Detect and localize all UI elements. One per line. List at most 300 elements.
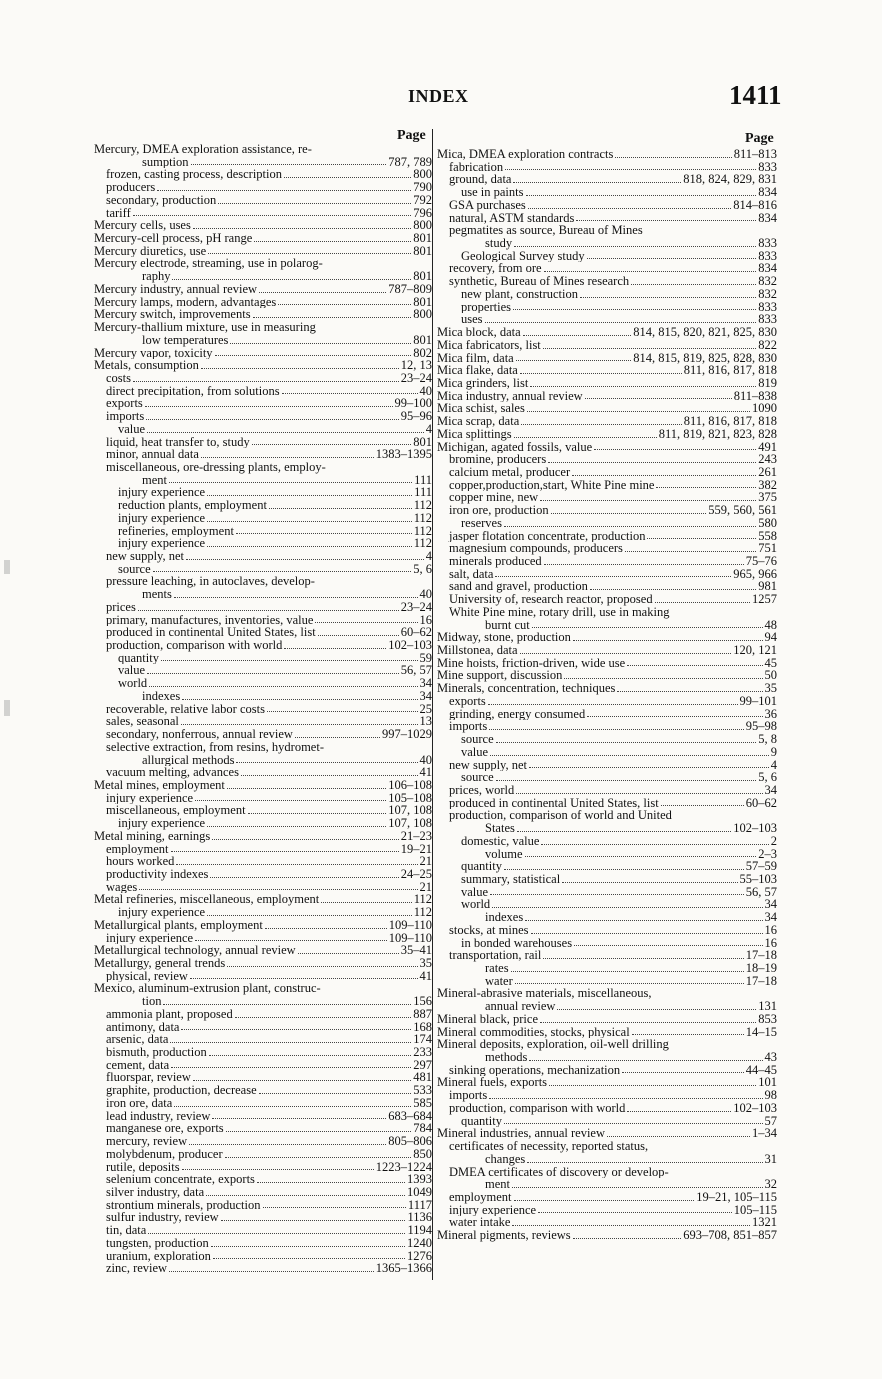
index-term: Mexico, aluminum-extrusion plant, construc- xyxy=(94,982,321,996)
page-reference: 168 xyxy=(413,1020,432,1034)
page-reference: 796 xyxy=(413,206,432,220)
page-reference: 34 xyxy=(764,783,777,797)
index-term: copper,production,start, White Pine mine xyxy=(449,478,655,492)
index-subentry xyxy=(437,898,777,911)
dot-leader xyxy=(514,437,657,438)
dot-leader xyxy=(541,844,768,845)
dot-leader xyxy=(235,1017,412,1018)
index-subentry xyxy=(94,843,432,856)
index-subentry xyxy=(437,199,777,212)
index-subentry xyxy=(94,1097,432,1110)
page-reference: 683–684 xyxy=(388,1109,432,1123)
index-term: Metallurgical plants, employment xyxy=(94,918,263,932)
index-subentry xyxy=(94,499,432,512)
index-subentry xyxy=(437,1051,777,1064)
page-reference: 34 xyxy=(419,677,432,690)
index-term: produced in continental United States, list xyxy=(106,626,316,640)
dot-leader xyxy=(530,386,756,387)
index-entry xyxy=(94,219,432,232)
dot-leader xyxy=(594,449,756,450)
index-term: sales, seasonal xyxy=(106,715,179,729)
index-term: DMEA certificates of discovery or develop- xyxy=(449,1165,669,1179)
page-reference: 4 xyxy=(425,422,432,436)
index-term: employment xyxy=(449,1190,512,1204)
index-subentry xyxy=(437,695,777,708)
page-reference: 34 xyxy=(419,689,432,703)
page-reference: 112 xyxy=(413,511,432,525)
index-subentry xyxy=(437,606,777,619)
dot-leader xyxy=(174,597,418,598)
index-entry xyxy=(437,1127,777,1140)
index-term: iron ore, production xyxy=(449,504,549,517)
index-term: quantity xyxy=(461,1114,502,1128)
index-term: Mica film, data xyxy=(437,351,514,365)
index-entry xyxy=(94,957,432,970)
dot-leader xyxy=(133,381,399,382)
index-term: world xyxy=(118,677,148,690)
page-reference: 1117 xyxy=(407,1198,432,1212)
page-reference: 784 xyxy=(413,1122,432,1136)
index-subentry xyxy=(94,703,432,716)
index-term: injury experience xyxy=(449,1203,537,1217)
dot-leader xyxy=(548,462,756,463)
dot-leader xyxy=(170,1042,411,1043)
index-subentry xyxy=(94,639,432,652)
index-term: graphite, production, decrease xyxy=(106,1084,257,1097)
index-term: minerals produced xyxy=(449,555,542,568)
index-subentry xyxy=(437,568,777,581)
index-term: production, comparison of world and United xyxy=(449,809,672,823)
page-reference: 787–809 xyxy=(388,282,432,296)
dot-leader xyxy=(172,279,411,280)
index-subentry xyxy=(437,835,777,848)
dot-leader xyxy=(504,526,756,527)
index-term: calcium metal, producer xyxy=(449,465,571,479)
dot-leader xyxy=(133,215,411,216)
page-reference: 2–3 xyxy=(758,847,777,861)
index-term: jasper flotation concentrate, production xyxy=(449,529,646,543)
index-term: Mineral black, price xyxy=(437,1012,538,1026)
index-term: summary, statistical xyxy=(461,872,561,886)
dot-leader xyxy=(631,284,756,285)
dot-leader xyxy=(221,1220,406,1221)
dot-leader xyxy=(504,869,744,870)
index-subentry xyxy=(94,461,432,474)
page-reference: 481 xyxy=(413,1071,432,1085)
dot-leader xyxy=(269,508,412,509)
index-subentry xyxy=(94,1262,432,1275)
page-reference: 850 xyxy=(413,1147,432,1161)
dot-leader xyxy=(516,793,762,794)
index-subentry xyxy=(94,754,432,767)
page-reference: 60–62 xyxy=(745,796,777,810)
page-reference: 1090 xyxy=(752,402,777,416)
dot-leader xyxy=(169,482,412,483)
index-term: quantity xyxy=(118,651,159,665)
index-subentry xyxy=(437,262,777,275)
index-term: burnt cut xyxy=(485,618,530,632)
page-reference: 40 xyxy=(419,384,432,398)
page-reference: 48 xyxy=(764,618,777,632)
page-reference: 833 xyxy=(758,313,777,327)
index-term: miscellaneous, ore-dressing plants, employ- xyxy=(106,460,326,474)
page-reference: 16 xyxy=(419,613,432,627)
index-term: annual review xyxy=(485,1000,556,1013)
index-term: miscellaneous, employment xyxy=(106,804,246,818)
index-term: zinc, review xyxy=(106,1262,168,1275)
page-reference: 811–813 xyxy=(733,148,777,161)
index-term: recoverable, relative labor costs xyxy=(106,702,265,716)
dot-leader xyxy=(517,831,731,832)
dot-leader xyxy=(147,432,424,433)
dot-leader xyxy=(208,253,411,254)
index-entry xyxy=(437,326,777,339)
dot-leader xyxy=(195,940,387,941)
index-term: new plant, construction xyxy=(461,287,578,301)
index-term: Mineral-abrasive materials, miscellaneous, xyxy=(437,987,652,1001)
index-term: iron ore, data xyxy=(106,1096,173,1110)
dot-leader xyxy=(174,1106,411,1107)
index-entry xyxy=(94,232,432,245)
page-reference: 233 xyxy=(413,1046,432,1059)
index-term: production, comparison with world xyxy=(106,639,283,652)
dot-leader xyxy=(505,169,756,170)
page-reference: 102–103 xyxy=(388,639,432,652)
index-entry xyxy=(94,779,432,792)
index-term: Metal refineries, miscellaneous, employment xyxy=(94,893,320,907)
page-reference: 34 xyxy=(764,898,777,912)
index-term: molybdenum, producer xyxy=(106,1147,223,1161)
page-reference: 17–18 xyxy=(745,949,777,962)
page-reference: 801 xyxy=(413,244,432,258)
index-term: allurgical methods xyxy=(142,753,235,767)
dot-leader xyxy=(193,1080,411,1081)
index-term: stocks, at mines xyxy=(449,923,529,937)
page-number: 1411 xyxy=(729,80,782,110)
page-reference: 35 xyxy=(764,682,777,695)
index-entry xyxy=(437,682,777,695)
index-subentry xyxy=(94,1071,432,1084)
index-subentry xyxy=(94,1046,432,1059)
dot-leader xyxy=(298,953,399,954)
index-term: mercury, review xyxy=(106,1135,188,1148)
index-subentry xyxy=(94,474,432,487)
page-reference: 243 xyxy=(758,453,777,466)
index-term: world xyxy=(461,898,491,912)
index-entry xyxy=(437,1013,777,1026)
index-entry xyxy=(437,339,777,352)
index-subentry xyxy=(94,728,432,741)
page-reference: 95–96 xyxy=(400,410,432,423)
index-term: pressure leaching, in autoclaves, develop- xyxy=(106,575,315,589)
page-reference: 558 xyxy=(758,529,777,543)
page-reference: 790 xyxy=(413,181,432,194)
index-term: ment xyxy=(485,1178,510,1191)
page-reference: 833 xyxy=(758,237,777,250)
index-term: injury experience xyxy=(118,906,206,919)
index-term: reduction plants, employment xyxy=(118,499,267,512)
page-reference: 811, 819, 821, 823, 828 xyxy=(658,427,777,441)
page-reference: 4 xyxy=(770,758,777,772)
index-subentry xyxy=(94,855,432,868)
index-term: injury experience xyxy=(118,817,206,830)
index-subentry xyxy=(437,733,777,746)
page-reference: 25 xyxy=(419,702,432,716)
index-subentry xyxy=(94,385,432,398)
dot-leader xyxy=(627,1111,731,1112)
dot-leader xyxy=(227,966,417,967)
page-reference: 107, 108 xyxy=(388,804,432,818)
index-subentry xyxy=(437,886,777,899)
index-term: Mercury diuretics, use xyxy=(94,244,207,258)
page-reference: 31 xyxy=(764,1152,777,1166)
page-column-label-right: Page xyxy=(745,131,774,146)
page-reference: 1240 xyxy=(407,1236,432,1250)
index-entry xyxy=(94,257,432,270)
index-subentry xyxy=(437,1115,777,1128)
index-term: use in paints xyxy=(461,186,524,199)
index-subentry xyxy=(437,1178,777,1191)
dot-leader xyxy=(527,1162,762,1163)
page-reference: 801 xyxy=(413,232,432,245)
index-subentry xyxy=(437,173,777,186)
dot-leader xyxy=(562,882,737,883)
dot-leader xyxy=(181,724,418,725)
index-term: study xyxy=(485,237,513,250)
index-entry xyxy=(437,441,777,454)
index-subentry xyxy=(437,848,777,861)
page-reference: 5, 8 xyxy=(758,733,777,746)
index-subentry xyxy=(94,804,432,817)
index-term: domestic, value xyxy=(461,834,540,848)
dot-leader xyxy=(513,182,681,183)
dot-leader xyxy=(520,373,682,374)
dot-leader xyxy=(163,1004,411,1005)
page-reference: 98 xyxy=(764,1089,777,1102)
page-reference: 491 xyxy=(758,440,777,454)
page-reference: 112 xyxy=(413,893,432,907)
page-reference: 787, 789 xyxy=(388,155,432,169)
index-subentry xyxy=(437,1140,777,1153)
index-term: reserves xyxy=(461,516,502,530)
index-term: University of, research reactor, proposed xyxy=(449,593,653,606)
page-reference: 814–816 xyxy=(733,198,777,212)
index-term: Metal mining, earnings xyxy=(94,829,211,843)
page-reference: 24–25 xyxy=(400,867,432,881)
index-subentry xyxy=(437,313,777,326)
index-term: manganese ore, exports xyxy=(106,1122,224,1136)
page-reference: 801 xyxy=(413,270,432,283)
dot-leader xyxy=(622,1072,744,1073)
dot-leader xyxy=(207,546,412,547)
index-subentry xyxy=(437,708,777,721)
dot-leader xyxy=(516,360,632,361)
dot-leader xyxy=(209,1055,412,1056)
index-term: Minerals, concentration, techniques xyxy=(437,682,616,695)
page-reference: 1393 xyxy=(407,1173,432,1186)
index-term: new supply, net xyxy=(106,550,184,563)
index-subentry xyxy=(437,746,777,759)
dot-leader xyxy=(576,220,756,221)
index-term: secondary, nonferrous, annual review xyxy=(106,728,293,741)
dot-leader xyxy=(153,571,412,572)
dot-leader xyxy=(513,309,756,310)
index-term: vacuum melting, advances xyxy=(106,766,239,779)
index-entry xyxy=(437,669,777,682)
index-term: Michigan, agated fossils, value xyxy=(437,440,593,454)
index-subentry xyxy=(437,504,777,517)
page-reference: 832 xyxy=(758,287,777,301)
index-subentry xyxy=(94,194,432,207)
index-subentry xyxy=(94,1224,432,1237)
index-entry xyxy=(94,893,432,906)
page-reference: 1194 xyxy=(407,1224,432,1237)
index-subentry xyxy=(437,224,777,237)
index-subentry xyxy=(437,1064,777,1077)
dot-leader xyxy=(254,241,411,242)
page-reference: 853 xyxy=(758,1012,777,1026)
dot-leader xyxy=(207,915,412,916)
dot-leader xyxy=(181,1029,411,1030)
index-term: exports xyxy=(106,397,143,411)
index-term: transportation, rail xyxy=(449,949,542,962)
index-term: imports xyxy=(449,1089,488,1102)
scan-mark xyxy=(4,700,10,716)
page-reference: 105–115 xyxy=(733,1203,777,1217)
index-term: grinding, energy consumed xyxy=(449,707,586,721)
dot-leader xyxy=(207,521,412,522)
index-entry xyxy=(94,308,432,321)
page-reference: 1383–1395 xyxy=(375,448,432,461)
dot-leader xyxy=(551,513,707,514)
dot-leader xyxy=(525,920,762,921)
index-term: Mineral deposits, exploration, oil-well drilling xyxy=(437,1038,669,1052)
dot-leader xyxy=(295,737,380,738)
dot-leader xyxy=(632,1034,744,1035)
index-term: costs xyxy=(106,371,131,385)
page-reference: 811–838 xyxy=(733,389,777,403)
dot-leader xyxy=(189,1144,386,1145)
dot-leader xyxy=(182,699,417,700)
index-term: Mercury electrode, streaming, use in polarog- xyxy=(94,257,323,271)
index-term: Mine hoists, friction-driven, wide use xyxy=(437,656,626,670)
dot-leader xyxy=(492,907,762,908)
index-entry xyxy=(94,944,432,957)
index-subentry xyxy=(437,161,777,174)
page-reference: 57–59 xyxy=(745,860,777,873)
dot-leader xyxy=(489,729,744,730)
dot-leader xyxy=(489,1098,762,1099)
index-entry xyxy=(94,296,432,309)
page-reference: 19–21, 105–115 xyxy=(696,1190,777,1204)
index-term: Mica splittings xyxy=(437,427,512,441)
index-term: White Pine mine, rotary drill, use in making xyxy=(449,605,670,619)
index-subentry xyxy=(94,995,432,1008)
index-subentry xyxy=(437,822,777,835)
index-subentry xyxy=(437,580,777,593)
page-reference: 382 xyxy=(758,478,777,492)
page-reference: 43 xyxy=(764,1051,777,1064)
dot-leader xyxy=(540,1022,756,1023)
dot-leader xyxy=(490,755,769,756)
index-subentry xyxy=(94,1148,432,1161)
index-subentry xyxy=(94,906,432,919)
dot-leader xyxy=(531,933,763,934)
index-term: recovery, from ore xyxy=(449,262,542,276)
index-subentry xyxy=(94,397,432,410)
page-reference: 1321 xyxy=(752,1216,777,1230)
index-subentry xyxy=(437,237,777,250)
page-reference: 40 xyxy=(419,753,432,767)
index-term: injury experience xyxy=(118,537,206,550)
index-subentry xyxy=(437,1089,777,1102)
index-term: bismuth, production xyxy=(106,1046,207,1059)
scan-mark xyxy=(4,560,10,574)
dot-leader xyxy=(190,978,418,979)
index-term: Mine support, discussion xyxy=(437,669,563,683)
index-subentry xyxy=(437,759,777,772)
page-reference: 297 xyxy=(413,1058,432,1072)
index-term: source xyxy=(118,562,151,576)
dot-leader xyxy=(207,495,412,496)
index-subentry xyxy=(437,1204,777,1217)
dot-leader xyxy=(248,813,387,814)
dot-leader xyxy=(263,1207,406,1208)
index-entry xyxy=(94,283,432,296)
dot-leader xyxy=(267,711,418,712)
dot-leader xyxy=(527,411,750,412)
dot-leader xyxy=(543,958,743,959)
index-term: Mica flake, data xyxy=(437,364,518,377)
index-subentry xyxy=(437,975,777,988)
page-reference: 45 xyxy=(764,656,777,670)
index-term: fabrication xyxy=(449,160,504,174)
index-subentry xyxy=(437,937,777,950)
index-subentry xyxy=(94,423,432,436)
index-term: Mica scrap, data xyxy=(437,415,520,428)
index-subentry xyxy=(94,1021,432,1034)
page-reference: 1049 xyxy=(407,1185,432,1199)
page-reference: 805–806 xyxy=(388,1135,432,1148)
page-reference: 131 xyxy=(758,1000,777,1013)
index-term: injury experience xyxy=(118,511,206,525)
index-subentry xyxy=(437,873,777,886)
page-reference: 19–21 xyxy=(400,842,432,856)
dot-leader xyxy=(213,1258,405,1259)
page-reference: 59 xyxy=(419,651,432,665)
index-entry xyxy=(437,148,777,161)
dot-leader xyxy=(212,839,398,840)
page-reference: 811, 816, 817, 818 xyxy=(683,364,777,377)
dot-leader xyxy=(236,533,412,534)
index-term: selective extraction, from resins, hydromet- xyxy=(106,740,324,754)
index-subentry xyxy=(437,962,777,975)
dot-leader xyxy=(523,335,632,336)
dot-leader xyxy=(647,538,756,539)
dot-leader xyxy=(529,1060,762,1061)
index-term: in bonded warehouses xyxy=(461,936,573,950)
index-term: natural, ASTM standards xyxy=(449,211,575,225)
dot-leader xyxy=(226,1131,412,1132)
index-term: Mercury switch, improvements xyxy=(94,308,251,322)
index-entry xyxy=(437,1038,777,1051)
index-term: strontium minerals, production xyxy=(106,1198,261,1212)
index-subentry xyxy=(437,275,777,288)
index-entry xyxy=(94,830,432,843)
page-reference: 814, 815, 819, 825, 828, 830 xyxy=(633,351,777,365)
index-subentry xyxy=(437,924,777,937)
index-term: indexes xyxy=(485,911,524,924)
